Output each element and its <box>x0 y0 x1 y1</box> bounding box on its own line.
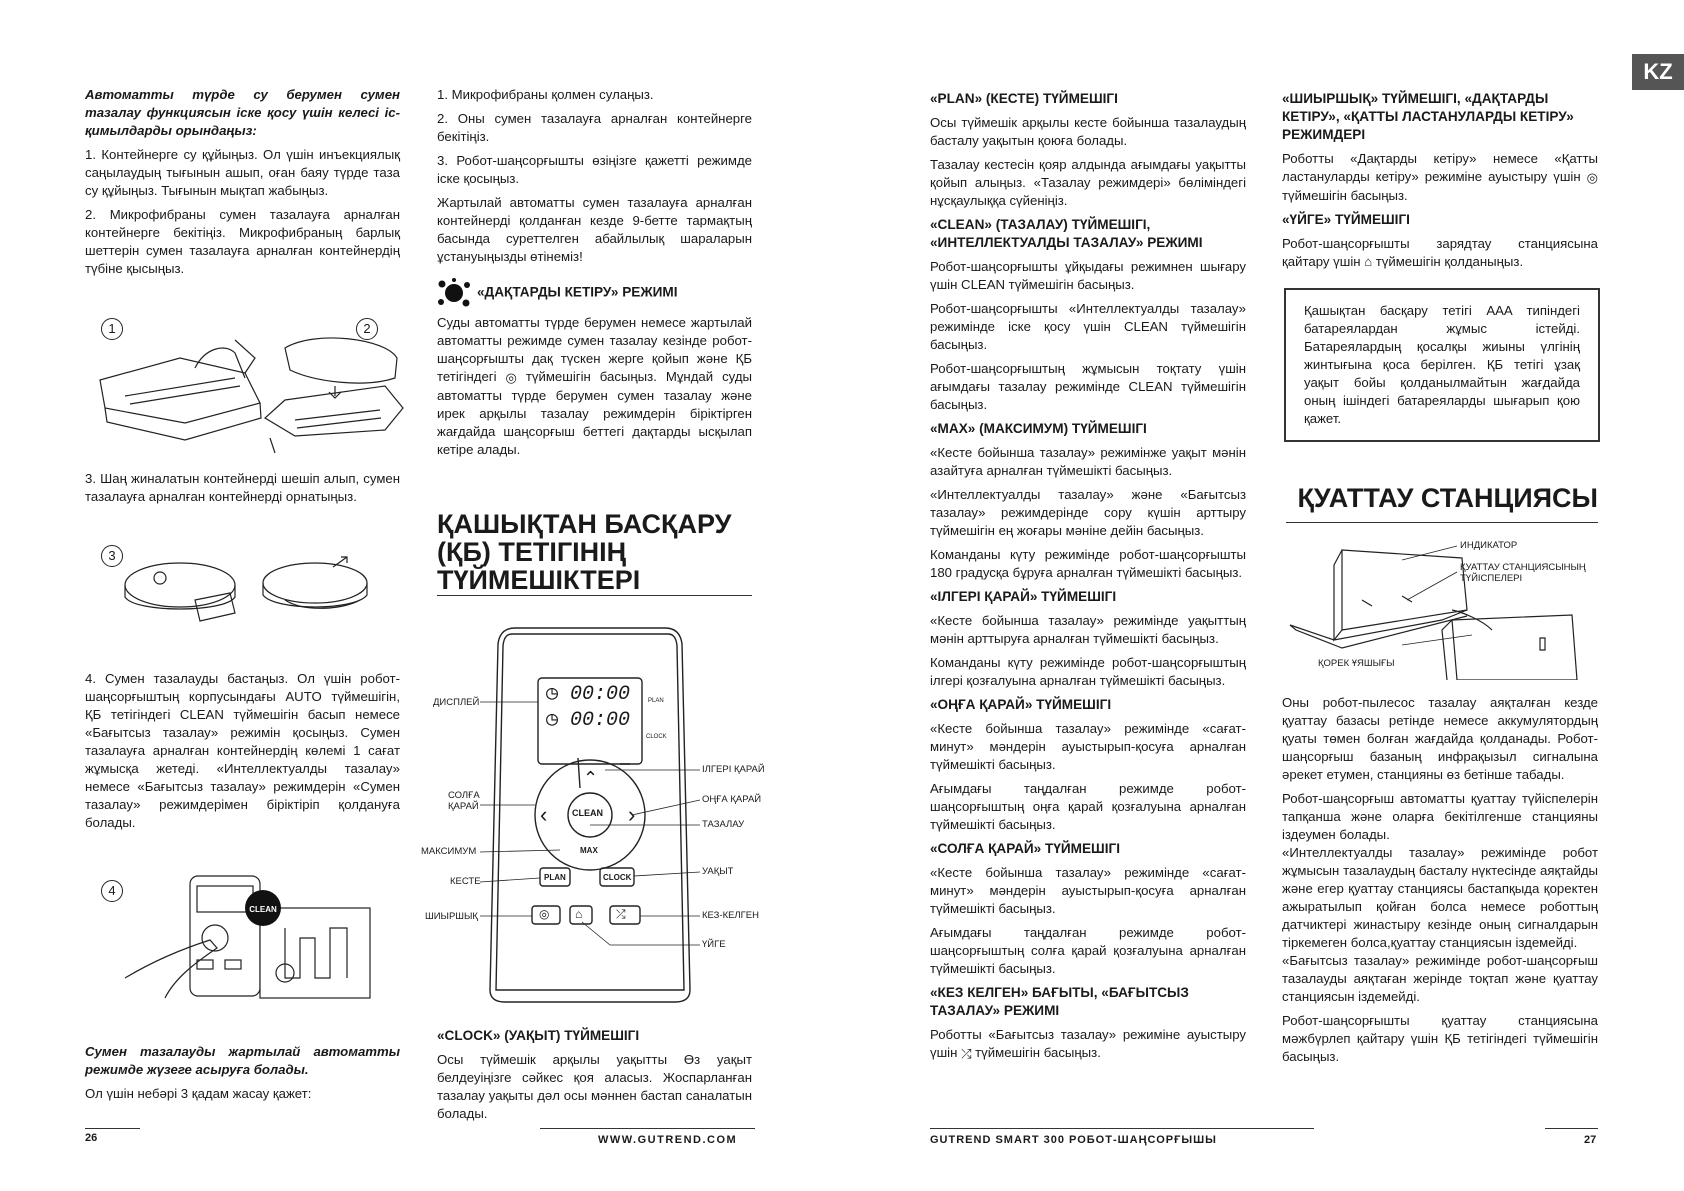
right-col-4 <box>1282 86 1598 277</box>
figure-number: 4 <box>101 880 123 902</box>
label-forward: ІЛГЕРІ ҚАРАЙ <box>702 764 765 775</box>
spiral-icon: ◎ <box>1586 169 1598 185</box>
right-p1: «Кесте бойынша тазалау» режимінде «сағат-минут» мәндерін ауыстырып-қосуға арналған түймешікті басыңыз. <box>930 721 1246 772</box>
clean-p3: Робот-шаңсорғыштың жұмысын тоқтату үшін ағымдағы тазалау режимінде CLEAN түймешігін басыңыз. <box>930 361 1246 412</box>
right-title: «ОҢҒА ҚАРАЙ» ТҮЙМЕШІГІ <box>930 697 1112 712</box>
footer-rule-left <box>85 1128 140 1129</box>
divider <box>1286 522 1598 523</box>
partial-text: Сумен тазалауды жартылай автоматты режимде жүзеге асыруға болады. <box>85 1044 400 1077</box>
spiral-title: «ШИЫРШЫҚ» ТҮЙМЕШІГІ, «ДАҚТАРДЫ КЕТІРУ», «ҚАТТЫ ЛАСТАНУЛАРДЫ КЕТІРУ» РЕЖИМДЕРІ <box>1282 91 1574 142</box>
clock-section <box>437 1023 752 1129</box>
remote-title-line-2: (ҚБ) ТЕТІГІНІҢ <box>437 537 627 567</box>
spiral-icon: ◎ <box>505 369 517 385</box>
right-col-3 <box>930 86 1246 1069</box>
intro-text: Автоматты түрде су берумен сумен тазалау функциясын іске қосу үшін келесі іс-қимылдарды орындаңыз: <box>85 87 400 138</box>
figure-1-2 <box>85 318 405 458</box>
page-number-left: 26 <box>85 1132 98 1144</box>
label-contacts: ҚУАТТАУ СТАНЦИЯСЫНЫҢ ТҮЙІСПЕЛЕРІ <box>1460 562 1586 584</box>
station-p4: «Бағытсыз тазалау» режимінде робот-шаңсорғыш тазалауды аяқтаған жерінде тоқтап және қуаттау станциясын іздемейді. <box>1282 953 1598 1004</box>
step-3-text: 3. Шаң жиналатын контейнерді шешіп алып, сумен тазалауға арналған контейнерді орнатыңыз. <box>85 471 400 504</box>
display-clock-label: CLOCK <box>646 734 667 740</box>
right-arrow-icon[interactable]: › <box>628 802 636 827</box>
clean-badge: CLEAN <box>249 905 277 914</box>
remote-display: ◷ 00:00 ◷ 00:00 <box>546 683 631 732</box>
display-time-1: 00:00 <box>570 683 631 706</box>
battery-note-box <box>1284 288 1600 442</box>
max-button[interactable]: MAX <box>580 846 598 855</box>
divider <box>437 595 752 596</box>
station-text <box>1282 694 1598 1072</box>
home-text-a: Робот-шаңсорғышты зарядтау станциясына қайтару үшін <box>1282 235 1598 269</box>
label-plan: КЕСТЕ <box>450 876 481 887</box>
footer-rule-right <box>930 1128 1314 1129</box>
station-p2: Робот-шаңсорғыш автоматты қуаттау түйіспелерін тапқанша және оларға бекітілгенше станцияны іздеумен болады. <box>1282 791 1598 842</box>
semi-step-3: 3. Робот-шаңсорғышты өзіңізге қажетті режимде іске қосыңыз. <box>437 153 752 186</box>
remote-section-title <box>437 510 752 594</box>
figure-number: 1 <box>101 318 123 340</box>
spiral-text-b: түймешігін басыңыз. <box>1282 187 1408 203</box>
left-p2: Ағымдағы таңдалған режимде робот-шаңсорғыштың солға қарай қозғалуына арналған түймешікті басыңыз. <box>930 925 1246 976</box>
station-figure <box>1282 530 1602 680</box>
step-1-text: 1. Контейнерге су құйыңыз. Ол үшін инъекциялық саңылаудың тығынын ашып, оған баяу түрде таза су құйыңыз. Тығынын мықтап жабыңыз. <box>85 147 400 198</box>
battery-note: Қашықтан басқару тетігі AAA типіндегі батареялардан жұмыс істейді. Батареялардың қосалқы жиыны үлгінің жинтығына қоса берілген. ҚБ тетігі ұзақ уақыт бойы қолданылмайтын жағдайда оның ішіндегі батареяларды шығарып қою қажет. <box>1304 303 1580 426</box>
label-max: МАКСИМУМ <box>421 846 477 857</box>
spiral-text-a: Роботты «Дақтарды кетіру» немесе «Қатты ластануларды кетіру» режиміне ауыстыру үшін <box>1282 151 1598 184</box>
stain-text-a: Суды автоматты түрде берумен немесе жартылай автоматты режимде сумен тазалау кезінде робот-шаңсорғышты дақ түскен жерге қойып және ҚБ тетігіндегі <box>437 315 752 384</box>
station-p1: Оны робот-пылесос тазалау аяқталған кезде қуаттау базасы ретінде немесе аккумулятордың қуаты төмен болған жағдайда қолданады. Робот-шаңсорғыш базаның инфрақызыл сигналына әрекет етумен, станцияны өз бетінше табады. <box>1282 695 1598 782</box>
label-home: ҮЙГЕ <box>702 939 726 950</box>
step-4-text: 4. Сумен тазалауды бастаңыз. Ол үшін робот-шаңсорғыштың корпусындағы AUTO түймешігін, ҚБ тетігіндегі CLEAN түймешігін басып немесе «Бағытсыз тазалау» режимін қосыңыз. Сумен тазалауға арналған контейнердің көлемі 1 сағат жұмысқа жетеді. «Интеллектуалды тазалау» немесе «Бағытсыз тазалау» режимдерін «Сумен тазалау» режимдерімен біріктіріп қолдануға болады. <box>85 671 400 830</box>
footer-website: WWW.GUTREND.COM <box>598 1134 738 1146</box>
station-p3: «Интеллектуалды тазалау» режимінде робот жұмысын тазалаудың басталу нүктесінде аяқтайды және егер қуаттау станциясы бастапқыда қоректен ажыратылып қойған болса немесе роботтың датчиктері жинастыру кезінде оның сигналдарын тіркемеген болса,қуаттау станциясын іздемейді. <box>1282 845 1598 950</box>
step-3-block <box>85 470 400 512</box>
clean-p1: Робот-шаңсорғышты ұйқыдағы режимнен шығару үшін CLEAN түймешігін басыңыз. <box>930 259 1246 292</box>
forward-p2: Команданы күту режимінде робот-шаңсорғыштың ілгері қозғалуына арналған түймешікті басыңыз. <box>930 655 1246 688</box>
step-2-text: 2. Микрофибраны сумен тазалауға арналған контейнерге бекітіңіз. Микрофибраның барлық шеттерін сумен тазалауға арналған контейнердің түбіне қысыңыз. <box>85 207 400 276</box>
label-power-socket: ҚОРЕК ҰЯШЫҒЫ <box>1318 658 1395 669</box>
stain-mode-title: «ДАҚТАРДЫ КЕТІРУ» РЕЖИМІ <box>477 284 678 300</box>
label-clock: УАҚЫТ <box>702 866 734 877</box>
footer-rule-left-2 <box>540 1128 755 1129</box>
remote-diagram <box>420 620 780 1005</box>
home-icon: ⌂ <box>1364 254 1373 270</box>
random-icon: ⤮ <box>961 1045 972 1061</box>
spiral-button-icon[interactable]: ◎ <box>539 907 550 921</box>
language-tab: KZ <box>1632 54 1684 90</box>
stain-text-b: түймешігін басыңыз. Мұндай суды автоматты түрде берумен сумен тазалау және ирек арқылы тазалау режимдерін біріктірген жағдайда шаңсорғыш беттегі дақтарды ысқылап кетіре алады. <box>437 369 752 457</box>
footer-product: GUTREND SMART 300 РОБОТ-ШАҢСОРҒЫШЫ <box>930 1134 1217 1146</box>
random-text-a: Роботты «Бағытсыз тазалау» режиміне ауыстыру үшін <box>930 1027 1246 1060</box>
container-illustration <box>85 318 405 458</box>
plan-p2: Тазалау кестесін қояр алдында ағымдағы уақытты қойып алыңыз. «Тазалау режимдері» бөліміндегі нұсқаулыққа сүйеніңіз. <box>930 157 1246 208</box>
max-p3: Команданы күту режимінде робот-шаңсорғышты 180 градусқа бұруға арналған түймешікті басыңыз. <box>930 547 1246 580</box>
left-col-2 <box>437 86 752 465</box>
left-p1: «Кесте бойынша тазалау» режимінде «сағат-минут» мәндерін ауыстырып-қосуға арналған түймешікті басыңыз. <box>930 865 1246 916</box>
figure-3 <box>85 545 405 635</box>
up-arrow-icon[interactable]: ⌃ <box>583 768 599 788</box>
forward-p1: «Кесте бойынша тазалау» режимінде уақыттың мәнін арттыруға арналған түймешікті басыңыз. <box>930 613 1246 646</box>
max-p1: «Кесте бойынша тазалау» режимінже уақыт мәнін азайтуға арналған түймешікті басыңыз. <box>930 445 1246 478</box>
plan-title: «PLAN» (КЕСТЕ) ТҮЙМЕШІГІ <box>930 91 1118 106</box>
display-time-2: 00:00 <box>570 709 631 732</box>
figure-4 <box>85 868 405 1008</box>
home-title: «ҮЙГЕ» ТҮЙМЕШІГІ <box>1282 211 1410 227</box>
semi-step-2: 2. Оны сумен тазалауға арналған контейнерге бекітіңіз. <box>437 111 752 144</box>
clean-button[interactable]: CLEAN <box>572 808 603 818</box>
clock-title: «CLOCK» (УАҚЫТ) ТҮЙМЕШІГІ <box>437 1028 640 1043</box>
max-p2: «Интеллектуалды тазалау» және «Бағытсыз тазалау» режимдерінде сору күшін арттыру түймешігін ең жоғары мәніне дейін басыңыз. <box>930 487 1246 538</box>
display-plan-label: PLAN <box>648 698 664 704</box>
three-steps-text: Ол үшін небәрі 3 қадам жасау қажет: <box>85 1086 312 1101</box>
stain-mode-heading <box>437 278 752 308</box>
caution-note: Жартылай автоматты сумен тазалауға арналған контейнерді қолданған кезде 9-бетте тармақтың басында суреттелген абайлылық шараларын ұстануыңызды өтінеміз! <box>437 195 752 264</box>
clock-button[interactable]: CLOCK <box>603 873 632 882</box>
left-col-1 <box>85 86 400 284</box>
max-title: «MAX» (МАКСИМУМ) ТҮЙМЕШІГІ <box>930 421 1147 436</box>
random-title: «КЕЗ КЕЛГЕН» БАҒЫТЫ, «БАҒЫТСЫЗ ТАЗАЛАУ» РЕЖИМІ <box>930 985 1189 1018</box>
semi-step-1: 1. Микрофибраны қолмен сулаңыз. <box>437 87 654 102</box>
clean-title: «CLEAN» (ТАЗАЛАУ) ТҮЙМЕШІГІ, «ИНТЕЛЛЕКТУАЛДЫ ТАЗАЛАУ» РЕЖИМІ <box>930 217 1203 250</box>
label-clean: ТАЗАЛАУ <box>702 819 745 830</box>
forward-title: «ІЛГЕРІ ҚАРАЙ» ТҮЙМЕШІГІ <box>930 589 1117 604</box>
left-title: «СОЛҒА ҚАРАЙ» ТҮЙМЕШІГІ <box>930 841 1120 856</box>
left-arrow-icon[interactable]: ‹ <box>540 802 548 827</box>
figure-number: 2 <box>356 318 378 340</box>
partial-block <box>85 1043 400 1109</box>
clock-text: Осы түймешік арқылы уақытты Өз уақыт белдеуіңізге сәйкес қоя аласыз. Жоспарланған тазалау уақыты дәл осы мәннен бастап саналатын болады. <box>437 1052 752 1121</box>
label-right: ОҢҒА ҚАРАЙ <box>702 794 762 805</box>
remote-title-line-3: ТҮЙМЕШІКТЕРІ <box>437 565 641 595</box>
remote-hand-illustration <box>85 868 405 1008</box>
random-button-icon[interactable]: ⤮ <box>616 907 626 921</box>
home-button-icon[interactable]: ⌂ <box>575 907 583 921</box>
label-indicator: ИНДИКАТОР <box>1460 540 1518 551</box>
remote-title-line-1: ҚАШЫҚТАН БАСҚАРУ <box>437 509 732 539</box>
label-display: ДИСПЛЕЙ <box>433 697 480 708</box>
page-number-right: 27 <box>1584 1134 1597 1146</box>
label-spiral: ШИЫРШЫҚ <box>425 911 478 922</box>
label-random: КЕЗ-КЕЛГЕН <box>702 910 760 921</box>
plan-button[interactable]: PLAN <box>544 873 566 882</box>
station-title: ҚУАТТАУ СТАНЦИЯСЫ <box>1297 483 1598 513</box>
plan-p1: Осы түймешік арқылы кесте бойынша тазалаудың басталу уақытын қоюға болады. <box>930 115 1246 148</box>
stain-icon <box>437 278 471 308</box>
robot-illustration <box>85 545 405 635</box>
station-p5: Робот-шаңсорғышты қуаттау станциясына мәжбүрлеп қайтару үшін ҚБ тетігіндегі түймешігін басыңыз. <box>1282 1013 1598 1064</box>
home-text-b: түймешігін қолданыңыз. <box>1375 253 1524 269</box>
random-text-b: түймешігін басыңыз. <box>975 1045 1101 1060</box>
figure-number: 3 <box>101 545 123 567</box>
footer-rule-right-2 <box>1545 1128 1598 1129</box>
clean-p2: Робот-шаңсорғышты «Интеллектуалды тазалау» режимінде іске қосу үшін CLEAN түймешігін басыңыз. <box>930 301 1246 352</box>
right-p2: Ағымдағы таңдалған режимде робот-шаңсорғыштың оңға қарай қозғалуына арналған түймешікті басыңыз. <box>930 781 1246 832</box>
station-heading <box>1282 484 1598 512</box>
label-left: СОЛҒА ҚАРАЙ <box>448 790 480 812</box>
step-4-block <box>85 670 400 838</box>
